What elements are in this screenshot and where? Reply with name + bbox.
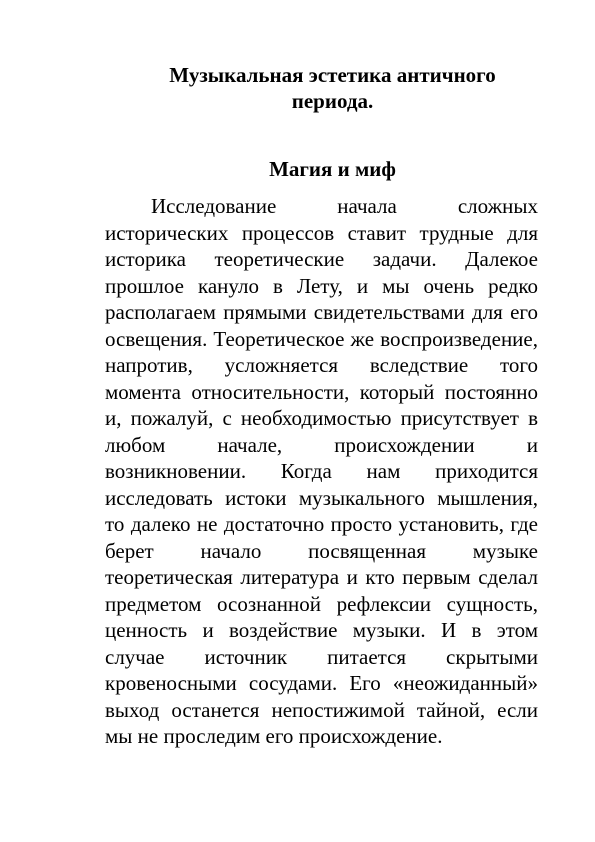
page-title	[100, 62, 565, 114]
section-heading: Магия и миф	[269, 157, 396, 181]
body-paragraph: Исследование начала сложных исторических процессов ставит трудные для историка теоретические задачи. Далекое прошлое кануло в Лету, и мы очень редко располагаем прямыми свидетельствами для его освещения. Теоретическое же воспроизведение, напротив, усложняется вследствие того момента относительности, который постоянно и, пожалуй, с необходимостью присутствует в любом начале, происхождении и возникновении. Когда нам приходится исследовать истоки музыкального мышления, то далеко не достаточно просто установить, где берет начало посвященная музыке теоретическая литература и кто первым сделал предметом осознанной рефлексии сущность, ценность и воздействие музыки. И в этом случае источник питается скрытыми кровеносными сосудами. Его «неожиданный» выход останется непостижимой тайной, если мы не проследим его происхождение.	[105, 194, 538, 748]
title-line-1: Музыкальная эстетика античного	[169, 63, 496, 87]
title-line-2: периода.	[291, 89, 374, 113]
